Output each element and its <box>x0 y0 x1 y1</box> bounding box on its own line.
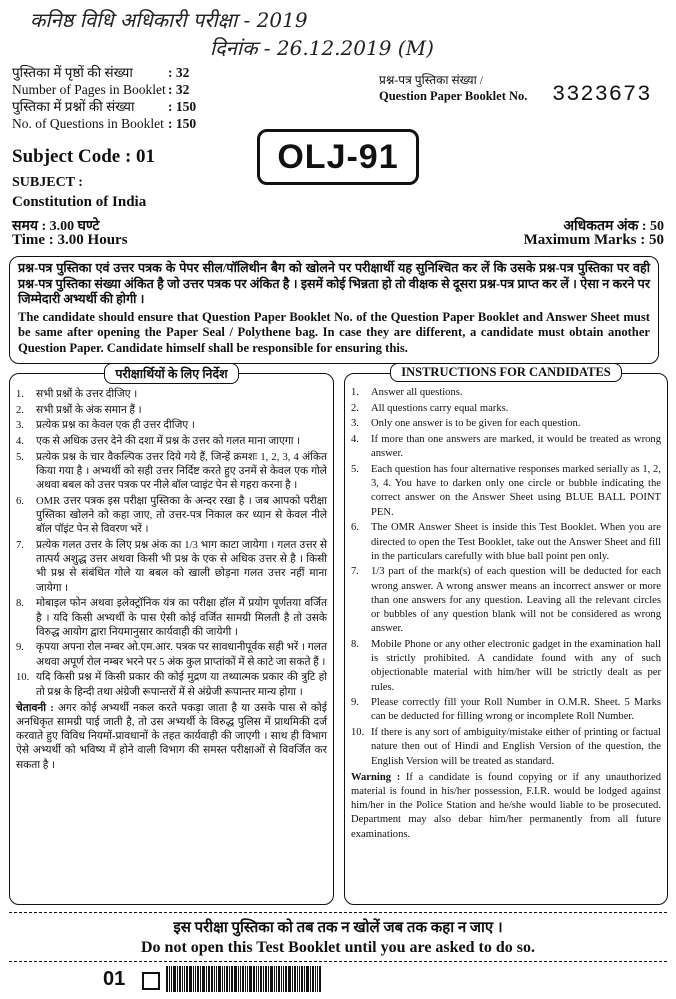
barcode-bar <box>184 966 185 992</box>
barcode-bar <box>247 966 248 992</box>
pages-label-hi: पुस्तिका में पृष्ठों की संख्या <box>12 65 133 80</box>
barcode-bar <box>301 966 303 992</box>
warning-hi <box>16 702 327 773</box>
barcode-bar <box>206 966 207 992</box>
barcode-bar <box>270 966 273 992</box>
time-en: Time : 3.00 Hours <box>12 232 128 248</box>
instructions-hi-panel <box>9 367 334 905</box>
list-item: 8. मोबाइल फोन अथवा इलेक्ट्रॉनिक यंत्र का परीक्षा हॉल में प्रयोग पूर्णतया वर्जित है । यदि किसी अभ्यर्थी के पास ऐसी कोई वर्जित सामग्री मिलती है तो उसके विरुद्ध आयोग द्वारा नियमानुसार कार्यवाही की जायेगी । <box>16 598 327 638</box>
barcode-bar <box>297 966 298 992</box>
pages-value-hi: : 32 <box>168 65 190 80</box>
barcode-bar <box>256 966 257 992</box>
warning-en <box>351 771 661 842</box>
barcode-bar <box>268 966 269 992</box>
list-item: 1. Answer all questions. <box>351 387 463 398</box>
barcode-icon <box>166 966 346 992</box>
list-item: 3. प्रत्येक प्रश्न का केवल एक ही उत्तर दीजिए । <box>16 420 195 432</box>
barcode-bar <box>238 966 239 992</box>
barcode-bar <box>260 966 262 992</box>
barcode-bar <box>249 966 252 992</box>
paper-code: OLJ-91 <box>257 129 419 185</box>
warning-hi-label: चेतावनी : <box>16 702 54 714</box>
barcode-bar <box>245 966 246 992</box>
instructions-hi-list <box>16 388 327 700</box>
list-item: 9. Please correctly fill your Roll Number in O.M.R. Sheet. 5 Marks can be deducted for filling wrong or incomplete Roll Number. <box>351 697 661 723</box>
warning-en-text: If a candidate is found copying or if any unauthorized material is found in his/her possession, F.I.R. would be lodged against him/her in the Police Station and he/she would liable to be prosecuted. Department may also debar him/her permanently from all future examinations. <box>351 771 662 840</box>
barcode-bar <box>312 966 314 992</box>
barcode-bar <box>229 966 230 992</box>
list-item: 3. Only one answer is to be given for each question. <box>351 418 581 430</box>
list-item: 5. Each question has four alternative responses marked serially as 1, 2, 3, 4. You have to darken only one circle or bubble indicating the correct answer on the Answer Sheet using BLUE BALL POINT PEN. <box>351 464 661 518</box>
list-item: 6. OMR उत्तर पत्रक इस परीक्षा पुस्तिका के अन्दर रखा है । जब आपको परीक्षा पुस्तिका खोलने को कहा जाए, तो उत्तर-पत्र निकाल कर ध्यान से केवल नीले बॉल पॉइंट पेन से विवरण भरें । <box>16 495 327 536</box>
barcode-bar <box>169 966 170 992</box>
marks-hi: अधिकतम अंक : 50 <box>563 219 664 234</box>
handwritten-date: दिनांक - 26.12.2019 (M) <box>210 36 434 60</box>
handwritten-exam-title: कनिष्ठ विधि अधिकारी परीक्षा - 2019 <box>30 8 308 32</box>
questions-value-hi: : 150 <box>168 99 197 114</box>
time-hi: समय : 3.00 घण्टे <box>12 219 100 234</box>
barcode-bar <box>274 966 275 992</box>
pages-value-en: : 32 <box>168 82 190 97</box>
barcode-bar <box>265 966 267 992</box>
barcode-bar <box>299 966 300 992</box>
barcode-bar <box>200 966 201 992</box>
barcode-bar <box>173 966 176 992</box>
list-item: 7. 1/3 part of the mark(s) of each question will be deducted for each wrong answer. A wrong answer means an incorrect answer or more than one answers for any question. Leaving all the relevant circles or bubbles of any question blank will not be considered as wrong answer. <box>351 566 661 635</box>
barcode-bar <box>240 966 241 992</box>
barcode-bar <box>166 966 168 992</box>
barcode-bar <box>276 966 277 992</box>
list-item: 8. Mobile Phone or any other electronic gadget in the examination hall is strictly prohibited. A candidate found with any of such objectionable material with him/her will be strictly dealt as per rules. <box>351 638 661 693</box>
barcode-bar <box>202 966 205 992</box>
barcode-bar <box>186 966 188 992</box>
warning-en-label: Warning : <box>351 771 401 783</box>
barcode-bar <box>193 966 194 992</box>
barcode-bar <box>218 966 221 992</box>
barcode-bar <box>214 966 215 992</box>
barcode-bar <box>211 966 213 992</box>
list-item: 1. सभी प्रश्नों के उत्तर दीजिए । <box>16 389 138 400</box>
footer-notice <box>9 912 667 962</box>
subject-code: Subject Code : 01 <box>12 146 156 167</box>
questions-value-en: : 150 <box>168 116 197 131</box>
subject-name: Constitution of India <box>12 194 147 210</box>
list-item: 10. यदि किसी प्रश्न में किसी प्रकार की कोई मुद्रण या तथ्यात्मक प्रकार की त्रुटि हो तो प्रश्न के हिन्दी तथा अंग्रेजी रूपान्तरों में से अंग्रेजी रूपान्तर मान्य होगा । <box>16 672 327 698</box>
barcode-bar <box>208 966 210 992</box>
question-booklet-label-hi: प्रश्न-पत्र पुस्तिका संख्या / <box>379 73 484 87</box>
footer-hi: इस परीक्षा पुस्तिका को तब तक न खोलें जब तक कहा न जाए । <box>173 920 503 936</box>
barcode-bar <box>315 966 316 992</box>
barcode-bar <box>197 966 199 992</box>
barcode-bar <box>224 966 225 992</box>
bottom-code: 01 <box>103 968 126 990</box>
questions-label-en: No. of Questions in Booklet <box>12 116 164 131</box>
barcode-bar <box>310 966 311 992</box>
barcode-bar <box>281 966 282 992</box>
barcode-bar <box>242 966 244 992</box>
barcode-bar <box>189 966 192 992</box>
question-booklet-number: 3323673 <box>552 82 652 107</box>
barcode-bar <box>294 966 296 992</box>
footer-en: Do not open this Test Booklet until you are asked to do so. <box>141 939 535 956</box>
notice-box <box>9 256 659 364</box>
instructions-en-list <box>351 386 661 769</box>
notice-en: The candidate should ensure that Question Paper Booklet No. of the Question Paper Booklet and Answer Sheet must be same after opening the Paper Seal / Polythene bag. In case they are different, a candidate must obtain another Question Paper. Candidate himself shall be responsible for ensuring this. <box>18 309 650 355</box>
notice-hi: प्रश्न-पत्र पुस्तिका एवं उत्तर पत्रक के पेपर सील/पॉलिथीन बैग को खोलने पर परीक्षार्थी यह सुनिश्चित कर लें कि उसके प्रश्न-पत्र पुस्तिका पर वही प्रश्न-पत्र पुस्तिका संख्या अंकित है जो उत्तर पत्रक पर अंकित है । इसमें कोई भिन्नता हो तो वीक्षक से दूसरा प्रश्न-पत्र प्राप्त कर लें । ऐसा न करने पर जिम्मेदारी अभ्यर्थी की होगी । <box>18 261 650 306</box>
barcode-bar <box>283 966 284 992</box>
barcode-bar <box>231 966 233 992</box>
questions-label-hi: पुस्तिका में प्रश्नों की संख्या <box>12 99 135 114</box>
marks-en: Maximum Marks : 50 <box>523 232 664 248</box>
barcode-bar <box>171 966 172 992</box>
barcode-bar <box>292 966 293 992</box>
subject-label: SUBJECT : <box>12 175 83 190</box>
warning-hi-text: अगर कोई अभ्यर्थी नकल करते पकड़ा जाता है या उसके पास से कोई अनधिकृत सामग्री पाई जाती है, तो उस अभ्यर्थी के विरुद्ध पुलिस में प्राथमिकी दर्ज करवाते हुए विविध नियमों-प्रावधानों के तहत कार्यवाही की जाएगी । साथ ही विभाग ऐसे अभ्यर्थी को भविष्य में होने वाली विभाग की समस्त परीक्षाओं से विवर्जित कर सकता है । <box>16 702 327 771</box>
list-item: 10. If there is any sort of ambiguity/mistake either of printing or factual nature then out of Hindi and English Version of the question, the English Version will be treated as standard. <box>351 727 661 767</box>
list-item: 5. प्रत्येक प्रश्न के चार वैकल्पिक उत्तर दिये गये हैं, जिन्हें क्रमशः 1, 2, 3, 4 अंकित किया गया है । अभ्यर्थी को सही उत्तर निर्दिष्ट करते हुए उनमें से केवल एक गोले अथवा बबल को उत्तर पत्रक पर नीले बॉल प्वाइंट पेन से गहरा करना है । <box>16 451 327 492</box>
list-item: 6. The OMR Answer Sheet is inside this Test Booklet. When you are directed to open the Test Booklet, take out the Answer Sheet and fill in the particulars carefully with blue ball point pen only. <box>351 522 661 562</box>
list-item: 2. All questions carry equal marks. <box>351 402 509 414</box>
barcode-bar <box>253 966 255 992</box>
barcode-bar <box>234 966 237 992</box>
booklet-info <box>12 64 196 132</box>
list-item: 2. सभी प्रश्नों के अंक समान हैं । <box>16 404 142 416</box>
barcode-bar <box>285 966 287 992</box>
list-item: 4. If more than one answers are marked, it would be treated as wrong answer. <box>351 434 661 460</box>
barcode-bar <box>179 966 181 992</box>
barcode-bar <box>258 966 259 992</box>
question-booklet-label-en: Question Paper Booklet No. <box>379 89 528 103</box>
barcode-bar <box>195 966 196 992</box>
instructions-en-panel <box>344 365 668 905</box>
barcode-bar <box>263 966 264 992</box>
instructions-en-title: INSTRUCTIONS FOR CANDIDATES <box>390 363 622 382</box>
question-booklet-label <box>379 72 530 104</box>
barcode-bar <box>216 966 217 992</box>
barcode-bar <box>182 966 183 992</box>
list-item: 9. कृपया अपना रोल नम्बर ओ.एम.आर. पत्रक पर सावधानीपूर्वक सही भरें । गलत अथवा अपूर्ण रोल नम्बर भरने पर 5 अंक कुल प्राप्तांकों में से काटे जा सकते हैं । <box>16 642 327 668</box>
barcode-bar <box>226 966 228 992</box>
pages-label-en: Number of Pages in Booklet <box>12 82 166 97</box>
barcode-bar <box>306 966 309 992</box>
list-item: 4. एक से अधिक उत्तर देने की दशा में प्रश्न के उत्तर को गलत माना जाएगा । <box>16 436 301 448</box>
barcode-bar <box>177 966 178 992</box>
square-box-icon <box>142 972 160 990</box>
instructions-hi-title: परीक्षार्थियों के लिए निर्देश <box>104 363 238 384</box>
barcode-bar <box>278 966 280 992</box>
barcode-bar <box>304 966 305 992</box>
list-item: 7. प्रत्येक गलत उत्तर के लिए प्रश्न अंक का 1/3 भाग काटा जायेगा । गलत उत्तर से तात्पर्य अशुद्ध उत्तर अथवा किसी भी प्रश्न के एक से अधिक उत्तर से है । किसी भी प्रश्न से संबंधित गोले या बबल को खाली छोड़ना गलत उत्तर नहीं माना जायेगा । <box>16 540 327 594</box>
barcode-bar <box>317 966 318 992</box>
barcode-bar <box>222 966 223 992</box>
barcode-bar <box>319 966 321 992</box>
barcode-bar <box>288 966 291 992</box>
